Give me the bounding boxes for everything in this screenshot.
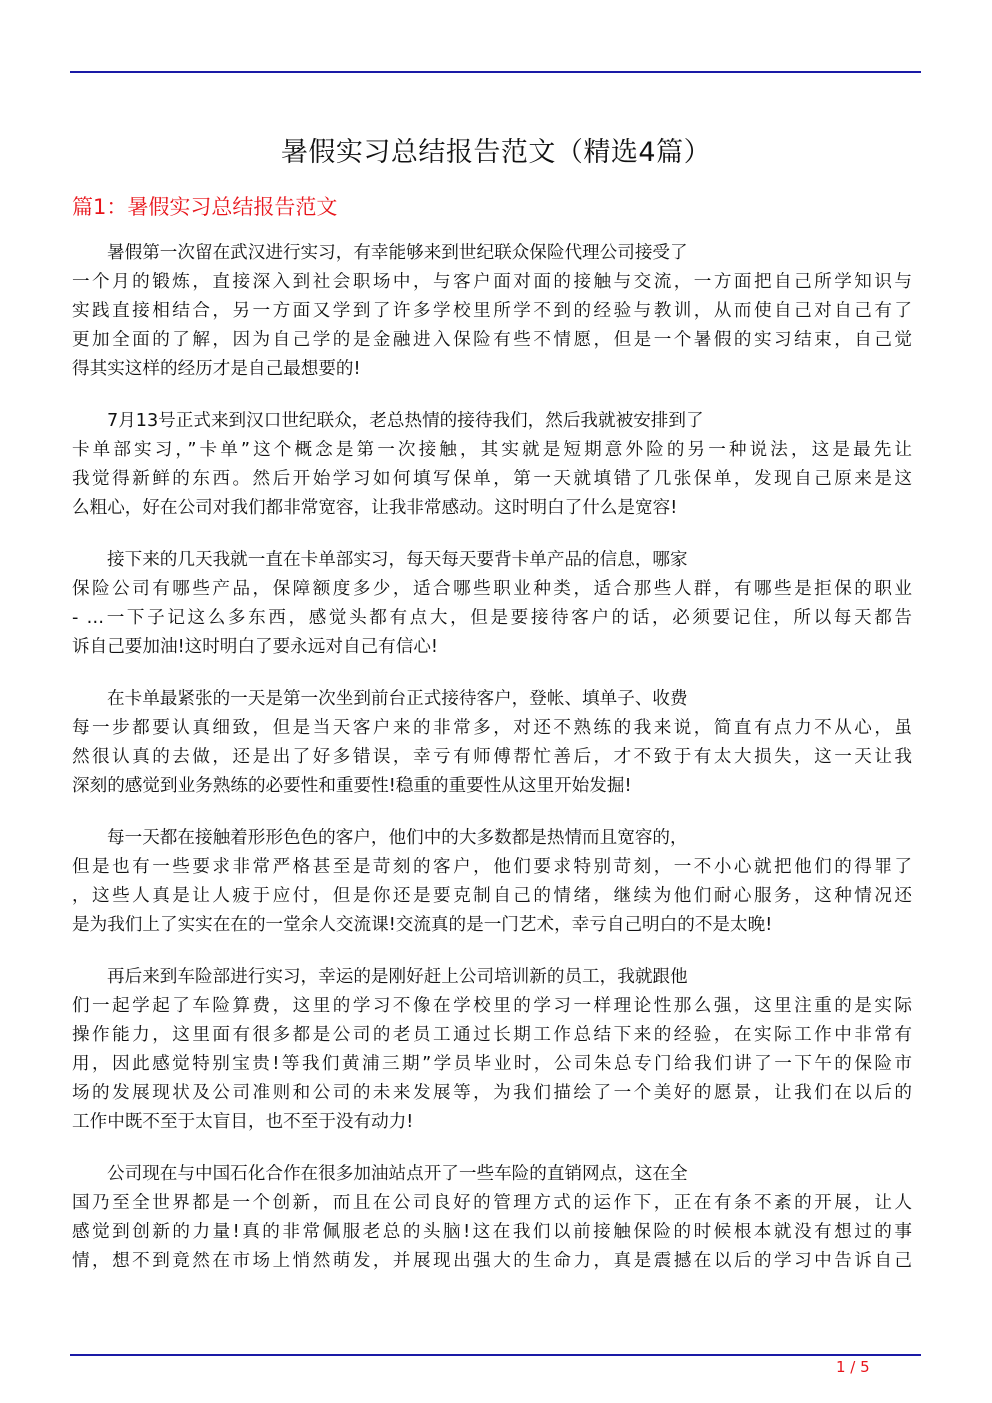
section-heading: 篇1：暑假实习总结报告范文 <box>72 195 338 219</box>
text-line: 卡单部实习，”卡单”这个概念是第一次接触，其实就是短期意外险的另一种说法，这是最先让 <box>72 440 912 460</box>
text-line: 更加全面的了解，因为自己学的是金融进入保险有些不情愿，但是一个暑假的实习结束，自己觉 <box>72 330 912 350</box>
text-line: ，这些人真是让人疲于应付，但是你还是要克制自己的情绪，继续为他们耐心服务，这种情况还 <box>72 886 912 906</box>
text-line: 是为我们上了实实在在的一堂余人交流课!交流真的是一门艺术，幸亏自己明白的不是太晚! <box>72 915 773 935</box>
text-line: 我觉得新鲜的东西。然后开始学习如何填写保单，第一天就填错了几张保单，发现自己原来是这 <box>72 469 912 489</box>
paragraph <box>72 239 912 384</box>
text-line: 7月13号正式来到汉口世纪联众，老总热情的接待我们，然后我就被安排到了 <box>107 411 704 431</box>
document-title: 暑假实习总结报告范文（精选4篇） <box>280 137 712 168</box>
text-line: 诉自己要加油!这时明白了要永远对自己有信心! <box>72 637 438 657</box>
paragraph <box>72 824 912 940</box>
paragraph <box>72 546 912 662</box>
paragraph <box>72 963 912 1137</box>
text-line: 工作中既不至于太盲目，也不至于没有动力! <box>72 1112 414 1132</box>
page-number: 1 / 5 <box>836 1358 870 1376</box>
paragraph <box>72 1160 912 1276</box>
text-line: 每一天都在接触着形形色色的客户，他们中的大多数都是热情而且宽容的， <box>107 828 688 848</box>
text-line: 深刻的感觉到业务熟练的必要性和重要性!稳重的重要性从这里开始发掘! <box>72 776 632 796</box>
text-line: 接下来的几天我就一直在卡单部实习，每天每天要背卡单产品的信息，哪家 <box>107 550 688 570</box>
text-line: 情，想不到竟然在市场上悄然萌发，并展现出强大的生命力，真是震撼在以后的学习中告诉自己 <box>72 1251 912 1271</box>
text-line: 暑假第一次留在武汉进行实习，有幸能够来到世纪联众保险代理公司接受了 <box>107 243 688 263</box>
text-line: 在卡单最紧张的一天是第一次坐到前台正式接待客户，登帐、填单子、收费 <box>107 689 688 709</box>
text-line: 实践直接相结合，另一方面又学到了许多学校里所学不到的经验与教训，从而使自己对自己有了 <box>72 301 912 321</box>
document-body <box>72 239 912 1299</box>
text-line: 国乃至全世界都是一个创新，而且在公司良好的管理方式的运作下，正在有条不紊的开展，让人 <box>72 1193 912 1213</box>
text-line: 但是也有一些要求非常严格甚至是苛刻的客户，他们要求特别苛刻，一不小心就把他们的得罪了 <box>72 857 912 877</box>
text-line: 们一起学起了车险算费，这里的学习不像在学校里的学习一样理论性那么强，这里注重的是实际 <box>72 996 912 1016</box>
text-line: 么粗心，好在公司对我们都非常宽容，让我非常感动。这时明白了什么是宽容! <box>72 498 678 518</box>
text-line: 再后来到车险部进行实习，幸运的是刚好赶上公司培训新的员工，我就跟他 <box>107 967 688 987</box>
text-line: 保险公司有哪些产品，保障额度多少，适合哪些职业种类，适合那些人群，有哪些是拒保的职业 <box>72 579 912 599</box>
text-line: 场的发展现状及公司准则和公司的未来发展等，为我们描绘了一个美好的愿景，让我们在以后的 <box>72 1083 912 1103</box>
text-line: 然很认真的去做，还是出了好多错误，幸亏有师傅帮忙善后，才不致于有太大损失，这一天让我 <box>72 747 912 767</box>
header-rule <box>70 71 921 73</box>
paragraph <box>72 407 912 523</box>
text-line: 用，因此感觉特别宝贵!等我们黄浦三期”学员毕业时，公司朱总专门给我们讲了一下午的保险市 <box>72 1054 912 1074</box>
text-line: 公司现在与中国石化合作在很多加油站点开了一些车险的直销网点，这在全 <box>107 1164 688 1184</box>
text-line: 每一步都要认真细致，但是当天客户来的非常多，对还不熟练的我来说，简直有点力不从心，虽 <box>72 718 912 738</box>
text-line: 得其实这样的经历才是自己最想要的! <box>72 359 361 379</box>
text-line: 感觉到创新的力量!真的非常佩服老总的头脑!这在我们以前接触保险的时候根本就没有想过的事 <box>72 1222 912 1242</box>
text-line: - …一下子记这么多东西，感觉头都有点大，但是要接待客户的话，必须要记住，所以每天都告 <box>72 608 912 628</box>
text-line: 操作能力，这里面有很多都是公司的老员工通过长期工作总结下来的经验，在实际工作中非常有 <box>72 1025 912 1045</box>
footer-rule <box>70 1354 921 1356</box>
text-line: 一个月的锻炼，直接深入到社会职场中，与客户面对面的接触与交流，一方面把自己所学知识与 <box>72 272 912 292</box>
paragraph <box>72 685 912 801</box>
